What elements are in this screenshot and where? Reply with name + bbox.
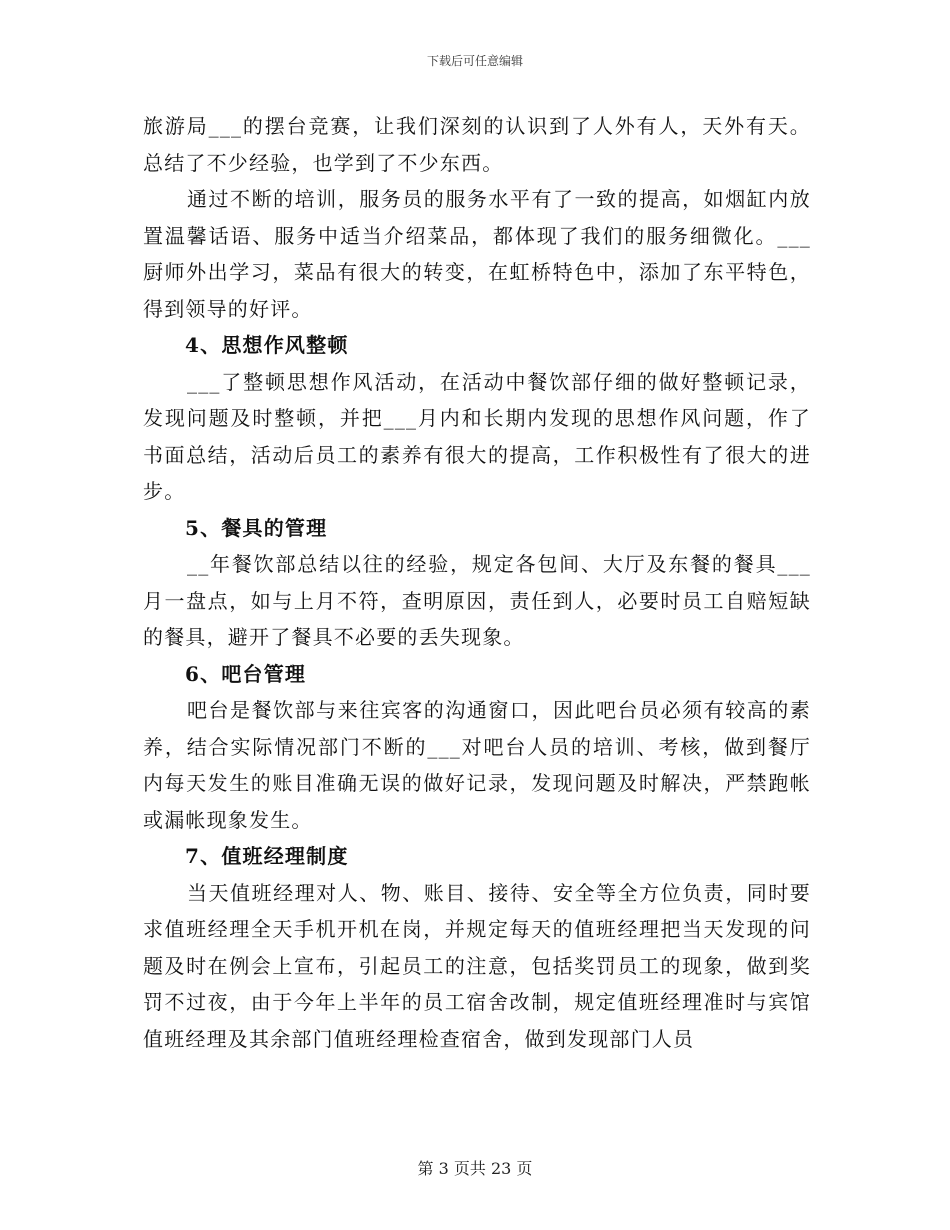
paragraph-6: 当天值班经理对人、物、账目、接待、安全等全方位负责，同时要求值班经理全天手机开机在岗，并规定每天的值班经理把当天发现的问题及时在例会上宣布，引起员工的注意，包括奖罚员工的现象，做到奖罚不过夜，由于今年上半年的员工宿舍改制，规定值班经理准时与宾馆值班经理及其余部门值班经理检查宿舍，做到发现部门人员: [143, 880, 811, 1051]
page-header: 下载后可任意编辑: [426, 54, 523, 68]
paragraph-1: 旅游局___的摆台竞赛，让我们深刻的认识到了人外有人，天外有天。总结了不少经验，也学到了不少东西。: [143, 114, 811, 175]
section-heading-5: 5、餐具的管理: [185, 515, 328, 540]
document-body: [143, 108, 811, 1057]
paragraph-3: ___了整顿思想作风活动，在活动中餐饮部仔细的做好整顿记录，发现问题及时整顿，并把___月内和长期内发现的思想作风问题，作了书面总结，活动后员工的素养有很大的提高，工作积极性有了很大的进步。: [143, 369, 811, 503]
page-footer: 第 3 页共 23 页: [417, 1159, 533, 1178]
paragraph-2: 通过不断的培训，服务员的服务水平有了一致的提高，如烟缸内放置温馨话语、服务中适当介绍菜品，都体现了我们的服务细微化。___厨师外出学习，菜品有很大的转变，在虹桥特色中，添加了东平特色，得到领导的好评。: [143, 187, 811, 321]
paragraph-5: 吧台是餐饮部与来往宾客的沟通窗口，因此吧台员必须有较高的素养，结合实际情况部门不断的___对吧台人员的培训、考核，做到餐厅内每天发生的账目准确无误的做好记录，发现问题及时解决，严禁跑帐或漏帐现象发生。: [143, 698, 811, 832]
paragraph-4: __年餐饮部总结以往的经验，规定各包间、大厅及东餐的餐具___月一盘点，如与上月不符，查明原因，责任到人，必要时员工自赔短缺的餐具，避开了餐具不必要的丢失现象。: [143, 552, 811, 649]
section-heading-7: 7、值班经理制度: [185, 844, 349, 868]
section-heading-4: 4、思想作风整顿: [185, 333, 349, 357]
section-heading-6: 6、吧台管理: [185, 661, 307, 686]
